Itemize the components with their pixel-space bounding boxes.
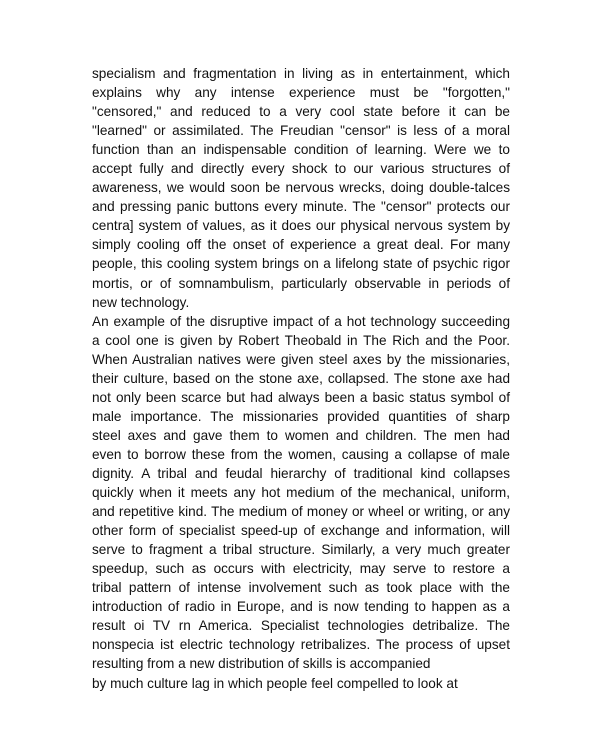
text-line: and repetitive kind. The medium of money or wheel or writing, or any (92, 504, 510, 520)
text-line: steel axes and gave them to women and children. The men had (92, 427, 510, 443)
text-line: mortis, or of somnambulism, particularly observable in periods of (92, 275, 510, 291)
body-text (92, 64, 510, 693)
text-line: result oi TV rn America. Specialist technologies detribalize. The (92, 618, 510, 634)
text-line: and pressing panic buttons every minute. The "censor" protects our (92, 199, 510, 215)
text-line: "censored," and reduced to a very cool state before it can be (92, 104, 510, 120)
text-line: centra] system of values, as it does our physical nervous system by (92, 218, 510, 234)
text-line: nonspecia ist electric technology retribalizes. The process of upset (92, 637, 510, 653)
text-line: not only been scarce but had always been a basic status symbol of (92, 389, 510, 405)
paragraph (92, 312, 510, 674)
text-line: accept fully and directly every shock to our various structures of (92, 161, 510, 177)
text-line: by much culture lag in which people feel compelled to look at (92, 675, 458, 691)
text-line: introduction of radio in Europe, and is now tending to happen as a (92, 599, 510, 615)
text-line: When Australian natives were given steel axes by the missionaries, (92, 351, 510, 367)
text-line: quickly when it meets any hot medium of the mechanical, uniform, (92, 485, 510, 501)
text-line: new technology. (92, 294, 190, 310)
text-line: awareness, we would soon be nervous wrecks, doing double-talces (92, 180, 510, 196)
text-line: simply cooling off the onset of experience a great deal. For many (92, 237, 510, 253)
text-line: dignity. A tribal and feudal hierarchy of traditional kind collapses (92, 465, 510, 481)
paragraph (92, 674, 510, 693)
text-line: explains why any intense experience must be "forgotten," (92, 85, 510, 101)
text-line: resulting from a new distribution of skills is accompanied (92, 656, 431, 672)
text-line: tribal pattern of intense involvement such as took place with the (92, 580, 510, 596)
text-line: male importance. The missionaries provided quantities of sharp (92, 408, 510, 424)
text-line: other form of specialist speed-up of exchange and information, will (92, 523, 510, 539)
text-line: people, this cooling system brings on a lifelong state of psychic rigor (92, 256, 510, 272)
text-line: a cool one is given by Robert Theobald in The Rich and the Poor. (92, 332, 510, 348)
paragraph (92, 64, 510, 312)
text-line: An example of the disruptive impact of a hot technology succeeding (92, 313, 510, 329)
text-line: even to borrow these from the women, causing a collapse of male (92, 446, 510, 462)
text-line: serve to fragment a tribal structure. Similarly, a very much greater (92, 542, 510, 558)
text-line: specialism and fragmentation in living as in entertainment, which (92, 66, 510, 81)
text-line: "learned" or assimilated. The Freudian "censor" is less of a moral (92, 123, 510, 139)
text-line: their culture, based on the stone axe, collapsed. The stone axe had (92, 370, 510, 386)
text-line: function than an indispensable condition of learning. Were we to (92, 142, 510, 158)
text-line: speedup, such as occurs with electricity, may serve to restore a (92, 561, 510, 577)
